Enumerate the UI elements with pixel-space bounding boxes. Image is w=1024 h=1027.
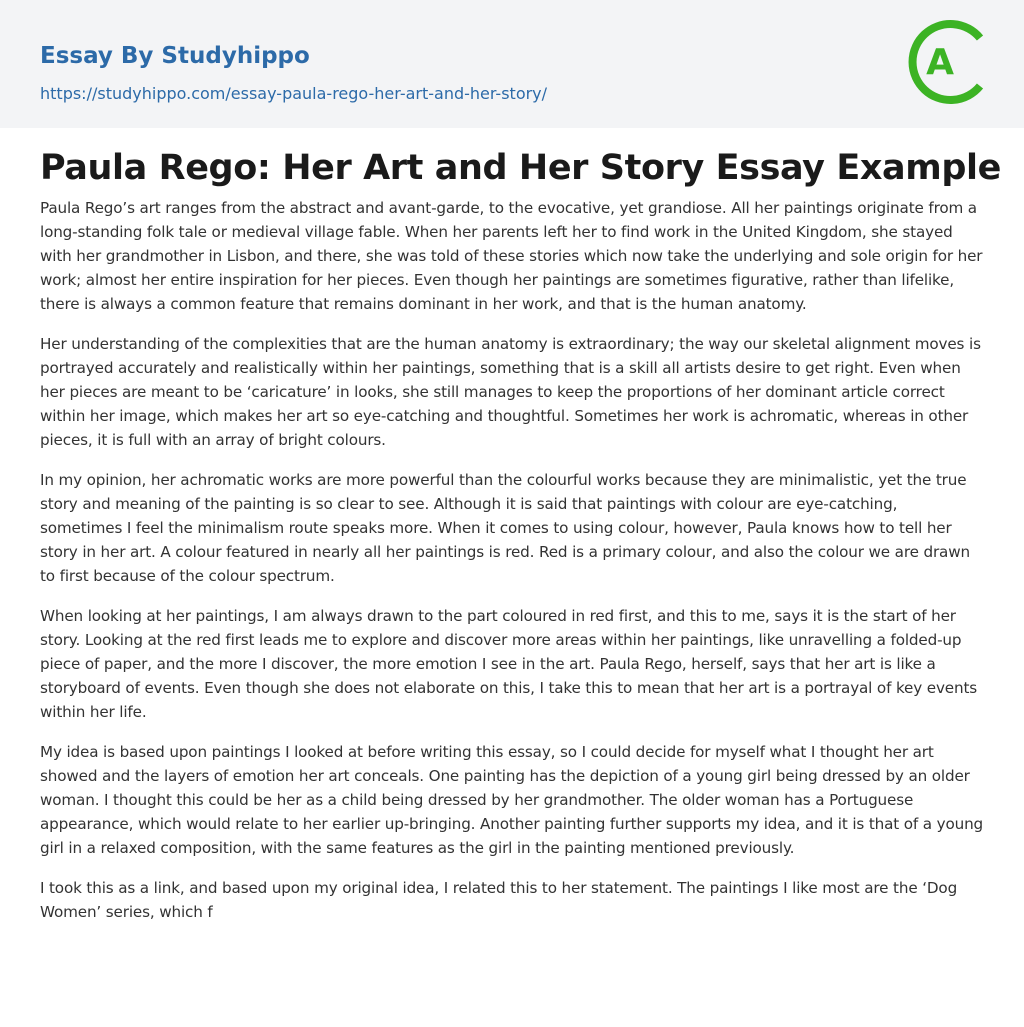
paragraph: In my opinion, her achromatic works are more powerful than the colourful works because they are minimalistic, yet the true story and meaning of the painting is so clear to see. Although it is said that paintings with colour are eye-catching, sometimes I feel the minimalism route speaks more. When it comes to using colour, however, Paula knows how to tell her story in her art. A colour featured in nearly all her paintings is red. Red is a primary colour, and also the colour we are drawn to first because of the colour spectrum. xyxy=(40,471,970,585)
article-body xyxy=(40,196,984,940)
paragraph: Her understanding of the complexities that are the human anatomy is extraordinary; the way our skeletal alignment moves is portrayed accurately and realistically within her paintings, something that is a skill all artists desire to get right. Even when her pieces are meant to be ‘caricature’ in looks, she still manages to keep the proportions of her dominant article correct within her image, which makes her art so eye-catching and thoughtful. Sometimes her work is achromatic, whereas in other pieces, it is full with an array of bright colours. xyxy=(40,335,981,449)
logo-letter: A xyxy=(926,42,954,83)
paragraph: My idea is based upon paintings I looked at before writing this essay, so I could decide for myself what I thought her art showed and the layers of emotion her art conceals. One painting has the depiction of a young girl being dressed by an older woman. I thought this could be her as a child being dressed by her grandmother. The older woman has a Portuguese appearance, which would relate to her earlier up-bringing. Another painting further supports my idea, and it is that of a young girl in a relaxed composition, with the same features as the girl in the painting mentioned previously. xyxy=(40,743,984,857)
page-url-link[interactable]: https://studyhippo.com/essay-paula-rego-her-art-and-her-story/ xyxy=(40,84,548,103)
paragraph: When looking at her paintings, I am always drawn to the part coloured in red first, and this to me, says it is the start of her story. Looking at the red first leads me to explore and discover more areas within her paintings, like unravelling a folded-up piece of paper, and the more I discover, the more emotion I see in the art. Paula Rego, herself, says that her art is like a storyboard of events. Even though she does not elaborate on this, I take this to mean that her art is a portrayal of key events within her life. xyxy=(40,607,978,721)
page-title: Paula Rego: Her Art and Her Story Essay Example xyxy=(40,148,1001,188)
paragraph: I took this as a link, and based upon my original idea, I related this to her statement. The paintings I like most are the ‘Dog Women’ series, which f xyxy=(40,879,958,921)
logo-ring-gap-cap xyxy=(972,54,988,62)
article-header xyxy=(40,144,1000,192)
site-header xyxy=(0,0,1024,128)
studyhippo-logo-icon[interactable] xyxy=(906,16,990,108)
site-title[interactable]: Essay By Studyhippo xyxy=(40,43,310,69)
paragraph: Paula Rego’s art ranges from the abstract and avant-garde, to the evocative, yet grandiose. All her paintings originate from a long-standing folk tale or medieval village fable. When her parents left her to find work in the United Kingdom, she stayed with her grandmother in Lisbon, and there, she was told of these stories which now take the underlying and sole origin for her work; almost her entire inspiration for her pieces. Even though her paintings are sometimes figurative, rather than lifelike, there is always a common feature that remains dominant in her work, and that is the human anatomy. xyxy=(40,199,983,313)
